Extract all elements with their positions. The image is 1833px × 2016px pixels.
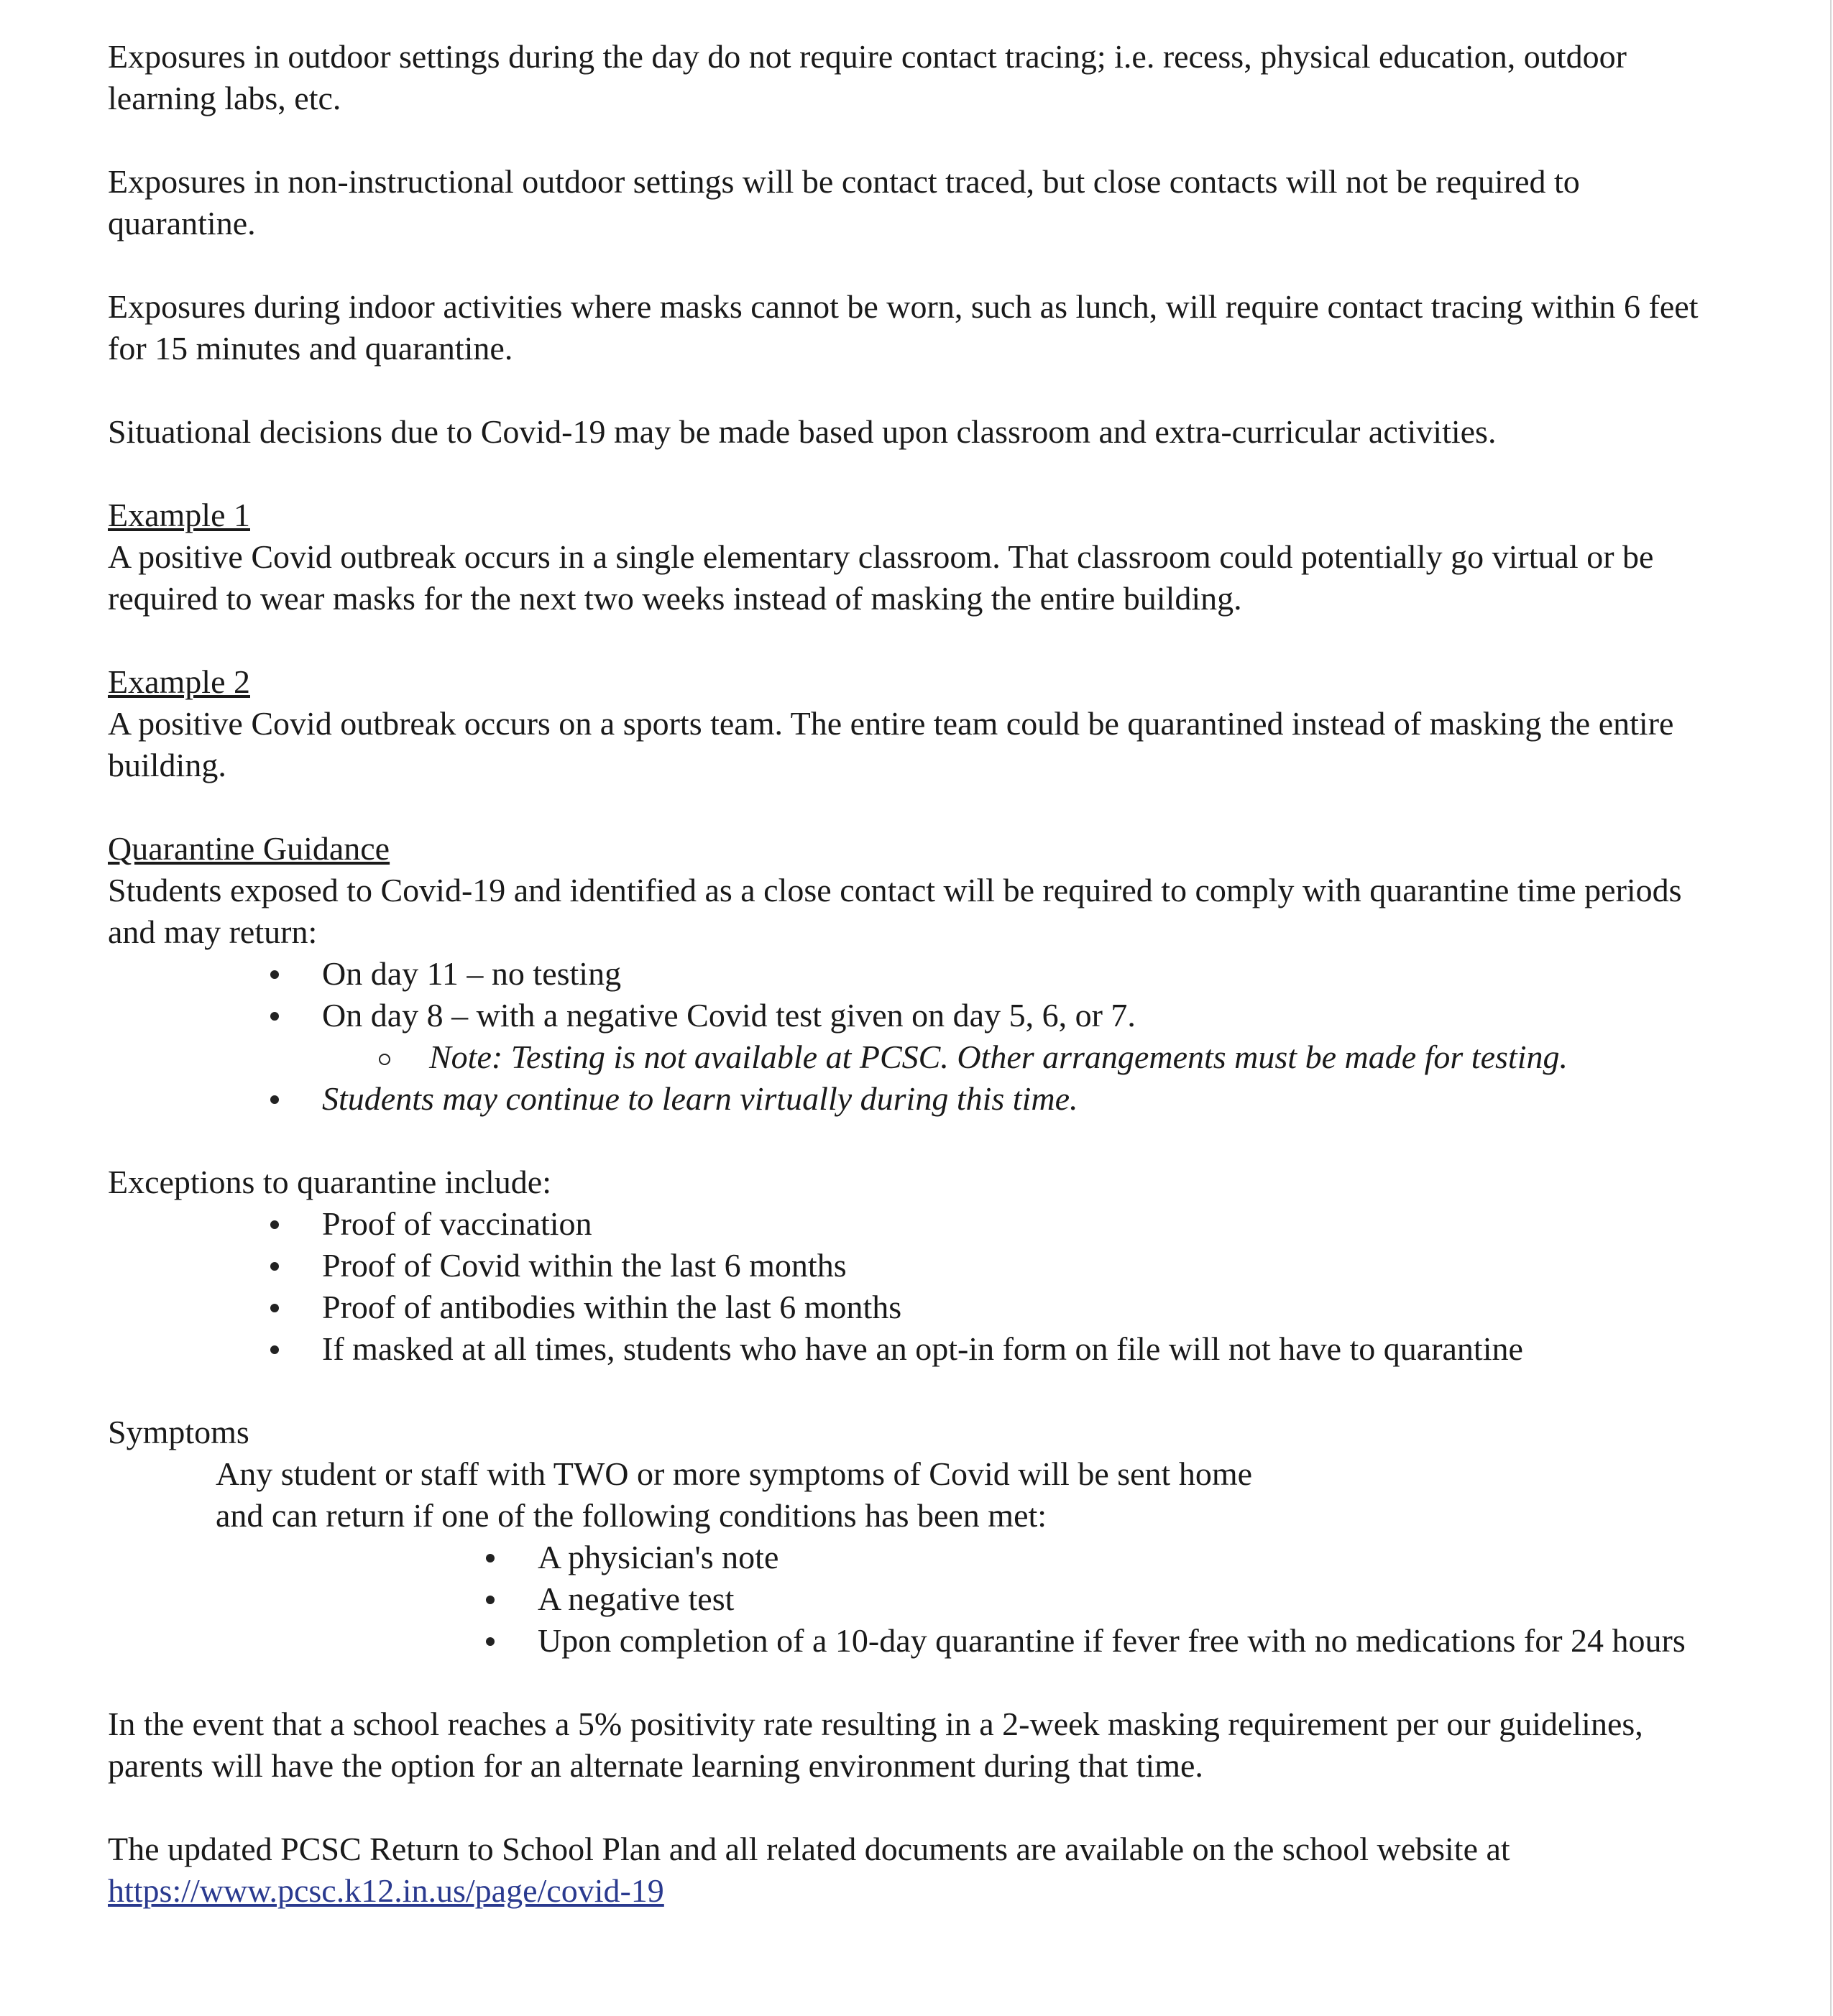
- example-2-heading: Example 2: [108, 663, 250, 700]
- paragraph-indoor-exposures: Exposures during indoor activities where masks cannot be worn, such as lunch, will require contact tracing within 6 feet for 15 minutes and quarantine.: [108, 288, 1699, 367]
- quarantine-guidance-intro: Students exposed to Covid-19 and identified as a close contact will be required to comply with quarantine time periods and may return:: [108, 872, 1682, 950]
- example-1-heading: Example 1: [108, 497, 250, 533]
- list-item: [322, 995, 1732, 1036]
- bullet-icon: [270, 1345, 279, 1354]
- bullet-icon: [486, 1637, 495, 1646]
- paragraph-non-instructional-exposures: Exposures in non-instructional outdoor settings will be contact traced, but close contacts will not be required to quarantine.: [108, 163, 1580, 241]
- list-item-text: Students may continue to learn virtually during this time.: [322, 1080, 1078, 1117]
- quarantine-sublist: [429, 1036, 1732, 1078]
- bullet-icon: [270, 970, 279, 979]
- quarantine-list-continued: [322, 1078, 1732, 1120]
- document-page: [108, 36, 1732, 1912]
- list-item-text: A physician's note: [538, 1539, 779, 1575]
- bullet-icon: [270, 1012, 279, 1021]
- paragraph-return-plan: The updated PCSC Return to School Plan and all related documents are available on the school website at: [108, 1831, 1510, 1867]
- covid-19-page-link[interactable]: https://www.pcsc.k12.in.us/page/covid-19: [108, 1872, 664, 1909]
- list-item: [322, 1328, 1732, 1370]
- list-item: [322, 1245, 1732, 1287]
- list-item-text: On day 11 – no testing: [322, 955, 622, 992]
- example-1-body: A positive Covid outbreak occurs in a single elementary classroom. That classroom could potentially go virtual or be required to wear masks for the next two weeks instead of masking the entire building.: [108, 538, 1654, 617]
- list-item: [322, 953, 1732, 995]
- bullet-icon: [486, 1554, 495, 1562]
- list-item: [322, 1287, 1732, 1328]
- paragraph-positivity-rate: In the event that a school reaches a 5% positivity rate resulting in a 2-week masking requirement per our guidelines, parents will have the option for an alternate learning environment during that time.: [108, 1706, 1643, 1784]
- symptoms-line-1: Any student or staff with TWO or more symptoms of Covid will be sent home: [216, 1455, 1253, 1492]
- list-item-text: If masked at all times, students who have an opt-in form on file will not have to quarantine: [322, 1330, 1523, 1367]
- symptoms-line-2: and can return if one of the following conditions has been met:: [216, 1497, 1047, 1534]
- hollow-bullet-icon: [379, 1054, 390, 1065]
- bullet-icon: [270, 1095, 279, 1104]
- list-item: [322, 1078, 1732, 1120]
- paragraph-outdoor-exposures: Exposures in outdoor settings during the day do not require contact tracing; i.e. recess, physical education, outdoor learning labs, etc.: [108, 38, 1627, 116]
- symptoms-heading: Symptoms: [108, 1414, 249, 1450]
- list-item-text: Proof of vaccination: [322, 1205, 592, 1242]
- list-item-text: On day 8 – with a negative Covid test given on day 5, 6, or 7.: [322, 997, 1136, 1034]
- paragraph-situational-decisions: Situational decisions due to Covid-19 may be made based upon classroom and extra-curricular activities.: [108, 413, 1497, 450]
- bullet-icon: [270, 1262, 279, 1271]
- bullet-icon: [270, 1304, 279, 1312]
- list-item: [538, 1578, 1732, 1620]
- symptoms-conditions-list: [538, 1537, 1732, 1662]
- bullet-icon: [486, 1596, 495, 1604]
- exceptions-intro: Exceptions to quarantine include:: [108, 1164, 551, 1200]
- list-item-text: A negative test: [538, 1580, 735, 1617]
- list-item: [429, 1036, 1732, 1078]
- list-item: [538, 1620, 1732, 1662]
- example-2-body: A positive Covid outbreak occurs on a sports team. The entire team could be quarantined instead of masking the entire building.: [108, 705, 1674, 783]
- list-item-text: Note: Testing is not available at PCSC. Other arrangements must be made for testing.: [429, 1039, 1568, 1075]
- list-item-text: Proof of antibodies within the last 6 months: [322, 1289, 902, 1325]
- bullet-icon: [270, 1220, 279, 1229]
- quarantine-list: [322, 953, 1732, 1036]
- page-edge: [1830, 0, 1832, 2016]
- list-item-text: Proof of Covid within the last 6 months: [322, 1247, 847, 1284]
- exceptions-list: [322, 1203, 1732, 1370]
- list-item: [322, 1203, 1732, 1245]
- list-item: [538, 1537, 1732, 1578]
- list-item-text: Upon completion of a 10-day quarantine if fever free with no medications for 24 hours: [538, 1622, 1686, 1659]
- quarantine-guidance-heading: Quarantine Guidance: [108, 830, 390, 867]
